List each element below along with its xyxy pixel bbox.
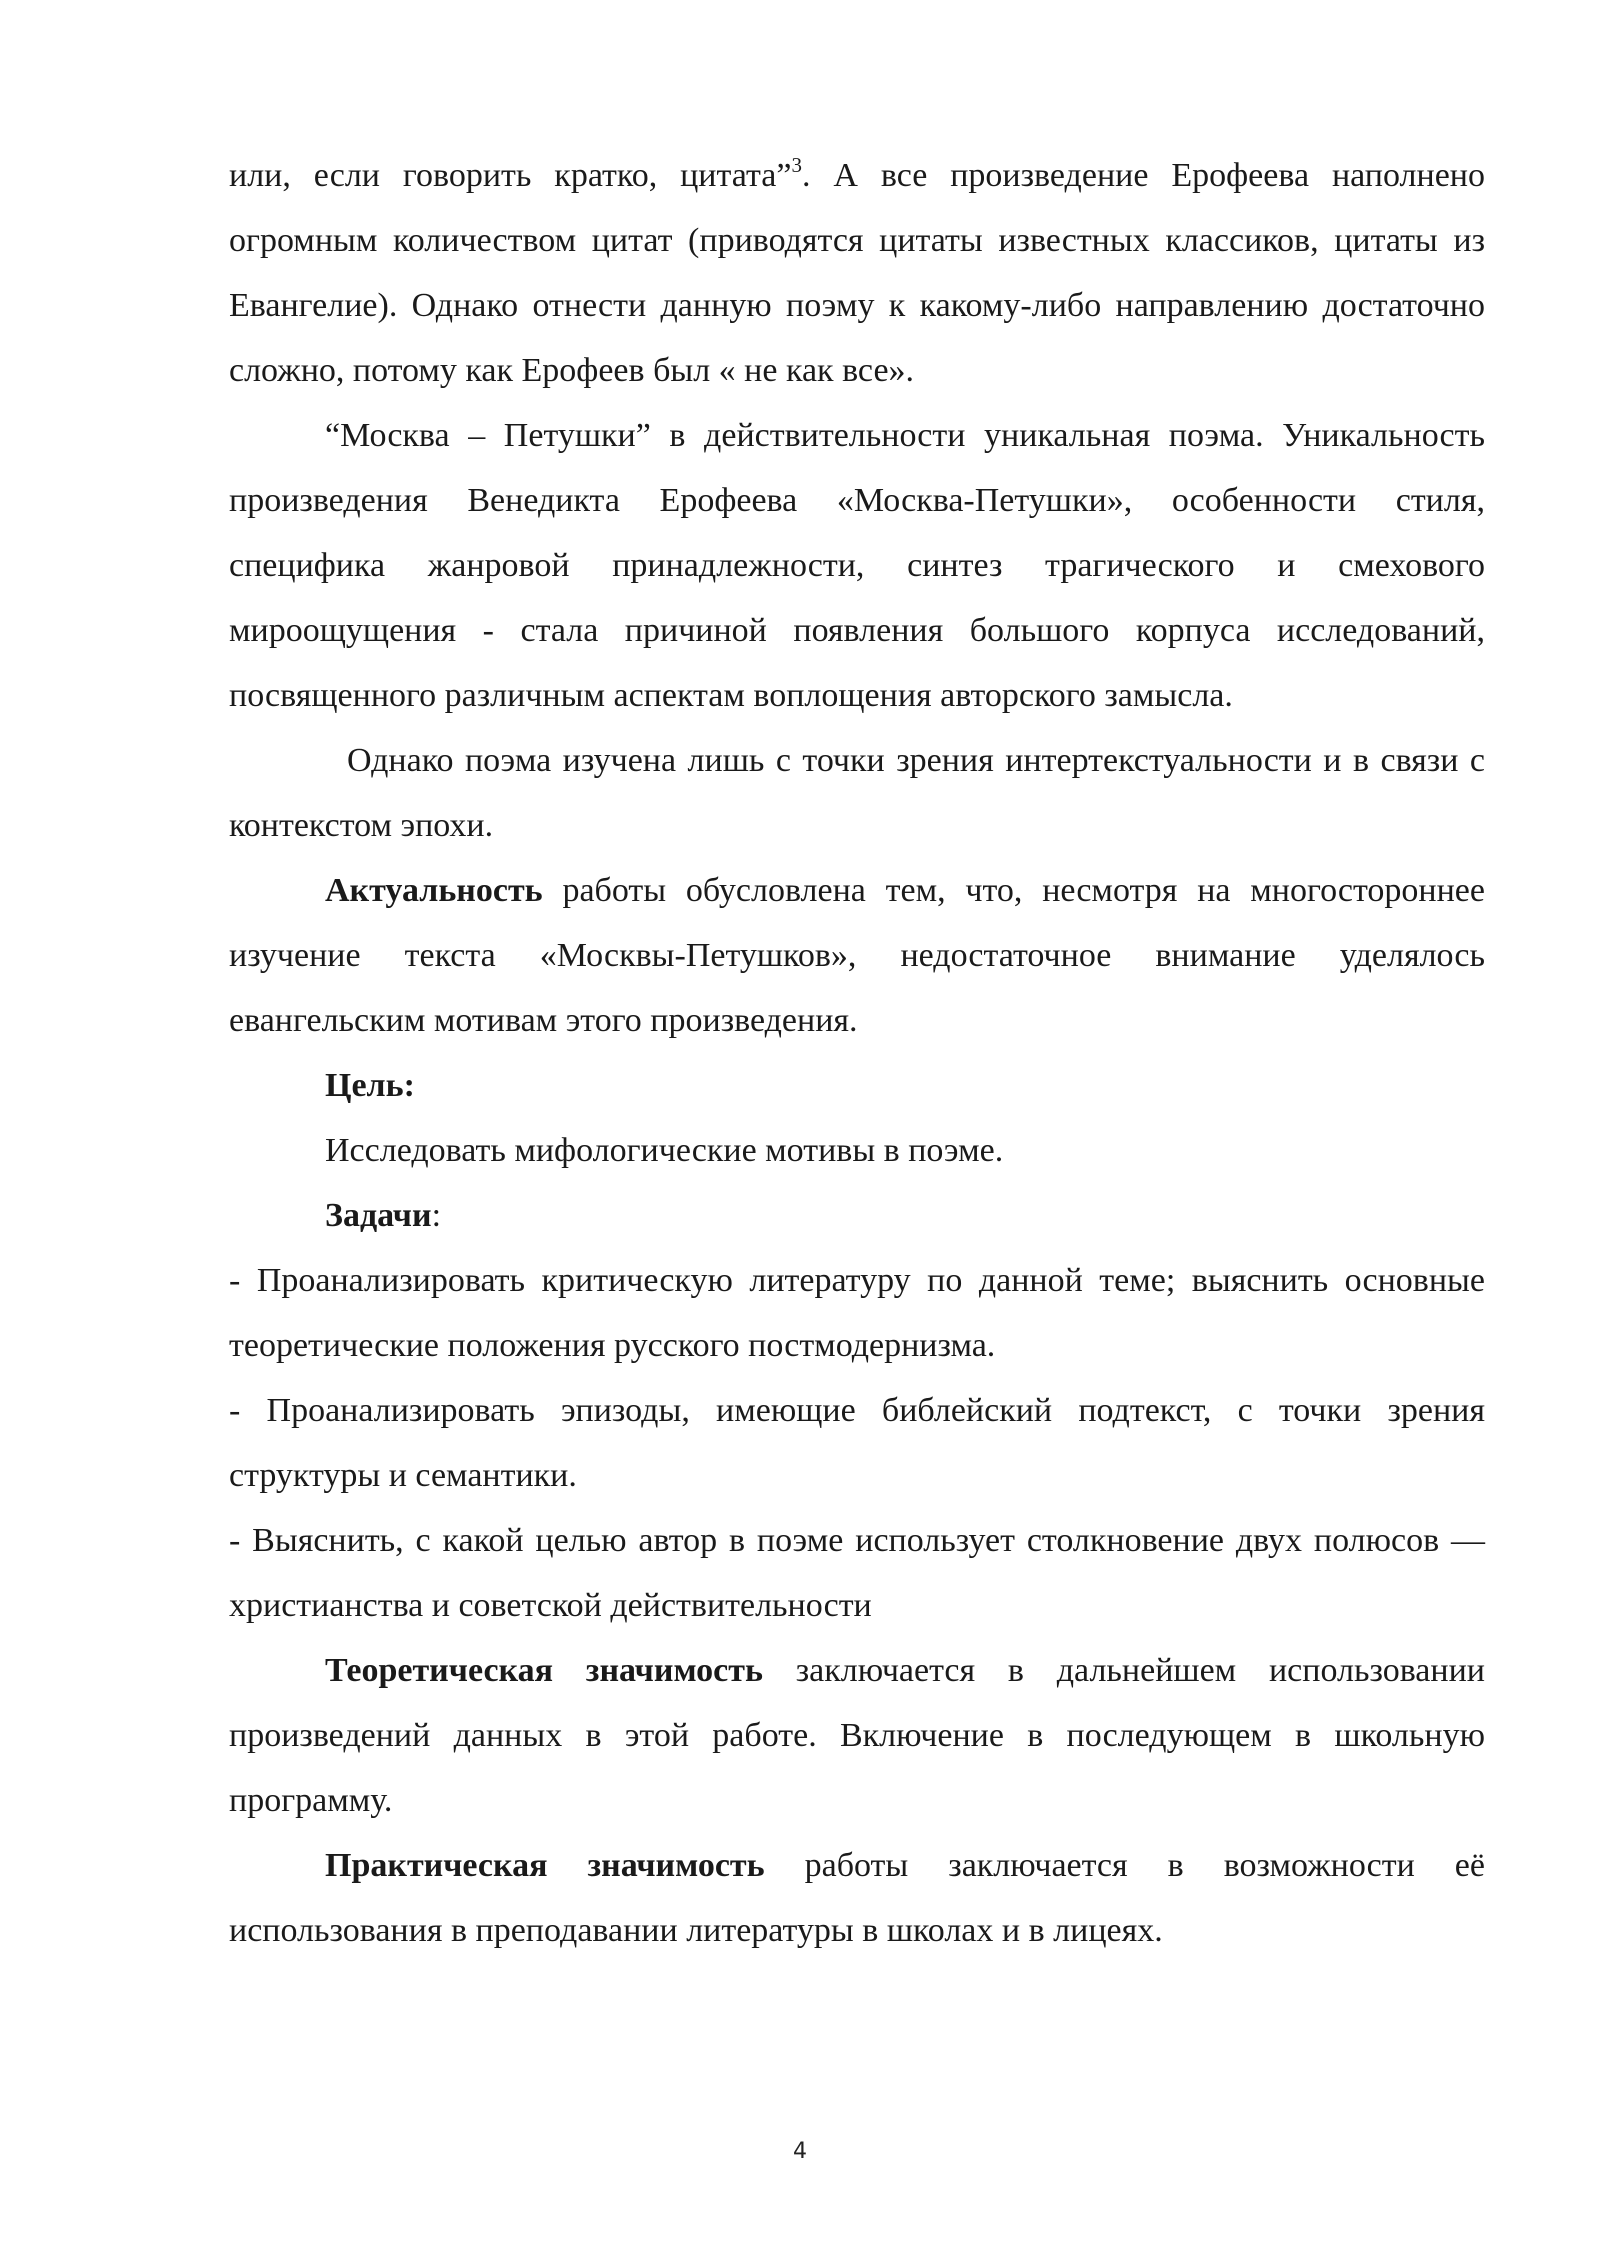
task-text: - Выяснить, с какой целью автор в поэме использует столкновение двух полюсов — христианства и советской действительности xyxy=(229,1522,1485,1624)
tasks-heading-line xyxy=(229,1183,1485,1248)
paragraph-theoretical-significance xyxy=(229,1638,1485,1833)
theoretical-heading: Теоретическая значимость xyxy=(325,1652,763,1689)
task-item-3 xyxy=(229,1508,1485,1638)
paragraph-text: . А все произведение Ерофеева наполнено огромным количеством цитат (приводятся цитаты известных классиков, цитаты из Евангелие). Однако отнести данную поэму к какому-либо направлению достаточно сложно, потому как Ерофеев был « не как все». xyxy=(229,157,1485,389)
paragraph-practical-significance xyxy=(229,1833,1485,1963)
page-number: 4 xyxy=(793,2139,807,2164)
tasks-heading: Задачи xyxy=(325,1197,432,1234)
task-item-2 xyxy=(229,1378,1485,1508)
task-item-1 xyxy=(229,1248,1485,1378)
goal-heading: Цель: xyxy=(325,1067,415,1104)
paragraph-text: или, если говорить кратко, цитата” xyxy=(229,157,792,194)
tasks-heading-colon: : xyxy=(431,1197,442,1234)
relevance-text: работы обусловлена тем, что, несмотря на многостороннее изучение текста «Москвы-Петушков», недостаточное внимание уделялось евангельским мотивам этого произведения. xyxy=(229,872,1485,1039)
goal-text: Исследовать мифологические мотивы в поэме. xyxy=(325,1132,1004,1169)
goal-heading-line xyxy=(229,1053,1485,1118)
practical-heading: Практическая значимость xyxy=(325,1847,765,1884)
paragraph-quotation-continuation xyxy=(229,143,1485,403)
relevance-heading: Актуальность xyxy=(325,872,543,909)
task-text: - Проанализировать эпизоды, имеющие библейский подтекст, с точки зрения структуры и семантики. xyxy=(229,1392,1485,1494)
footnote-reference[interactable]: 3 xyxy=(791,153,802,177)
paragraph-text: Однако поэма изучена лишь с точки зрения интертекстуальности и в связи с контекстом эпохи. xyxy=(229,742,1485,844)
document-body xyxy=(229,143,1485,1963)
paragraph-text: “Москва – Петушки” в действительности уникальная поэма. Уникальность произведения Венедикта Ерофеева «Москва-Петушки», особенности стиля, специфика жанровой принадлежности, синтез трагического и смехового мироощущения - стала причиной появления большого корпуса исследований, посвященного различным аспектам воплощения авторского замысла. xyxy=(229,417,1485,714)
theoretical-text: заключается в дальнейшем использовании произведений данных в этой работе. Включение в последующем в школьную программу. xyxy=(229,1652,1485,1819)
paragraph-uniqueness xyxy=(229,403,1485,728)
task-text: - Проанализировать критическую литературу по данной теме; выяснить основные теоретические положения русского постмодернизма. xyxy=(229,1262,1485,1364)
paragraph-study-limits xyxy=(229,728,1485,858)
paragraph-goal xyxy=(229,1118,1485,1183)
practical-text: работы заключается в возможности её использования в преподавании литературы в школах и в лицеях. xyxy=(229,1847,1485,1949)
paragraph-relevance xyxy=(229,858,1485,1053)
